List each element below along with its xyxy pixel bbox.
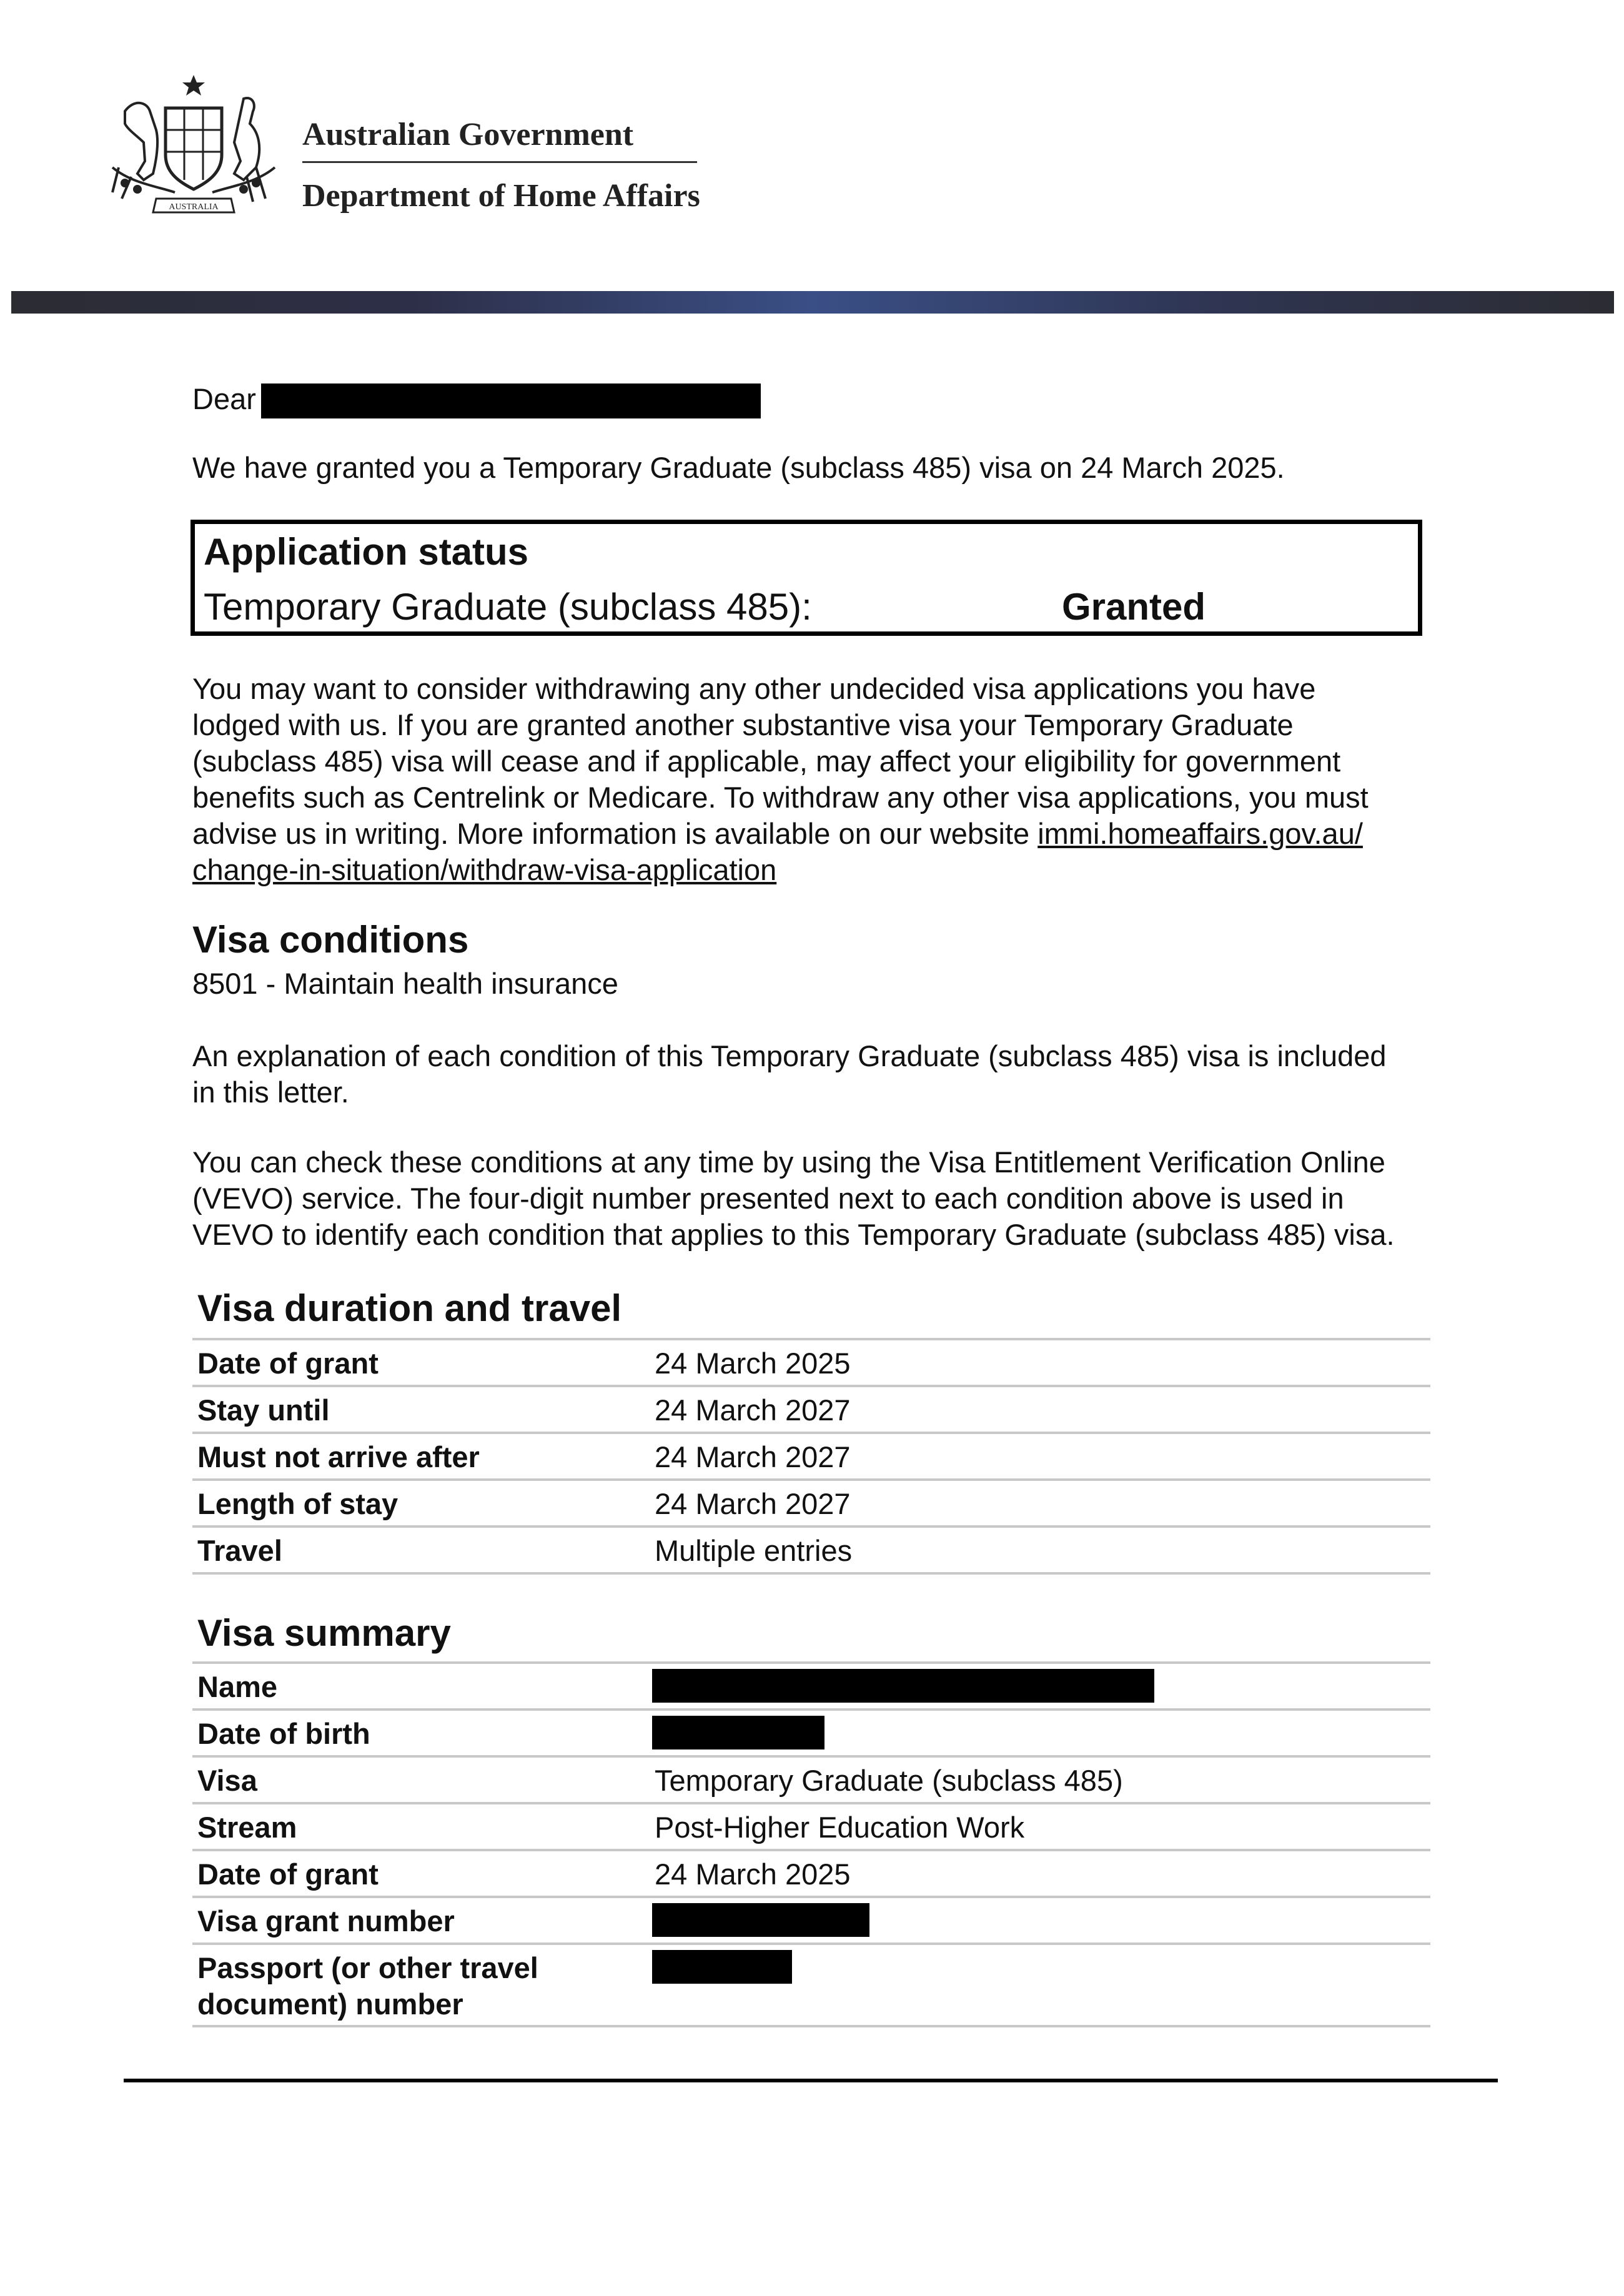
- paragraph-line: [192, 816, 1442, 852]
- status-value: Granted: [1062, 586, 1206, 628]
- row-label: Date of grant: [197, 1347, 379, 1380]
- table-row: [192, 1755, 1430, 1802]
- status-title: Application status: [204, 531, 529, 573]
- table-row: [192, 1849, 1430, 1896]
- table-row: [192, 1942, 1430, 2027]
- row-label: Visa grant number: [197, 1904, 455, 1937]
- paragraph-line: VEVO to identify each condition that applies to this Temporary Graduate (subclass 485) visa.: [192, 1218, 1395, 1251]
- commonwealth-coat-of-arms-icon: [100, 74, 281, 220]
- table-row: [192, 1661, 1430, 1708]
- table-row: [192, 1338, 1430, 1385]
- table-row: [192, 1478, 1430, 1525]
- row-value: Temporary Graduate (subclass 485): [655, 1764, 1123, 1797]
- paragraph-line: in this letter.: [192, 1076, 349, 1109]
- application-status-box: [191, 520, 1422, 636]
- paragraph-line: lodged with us. If you are granted another substantive visa your Temporary Graduate: [192, 708, 1294, 741]
- recipient-name-redaction: [261, 383, 761, 418]
- row-label: Date of grant: [197, 1858, 379, 1891]
- footer-divider: [124, 2079, 1498, 2082]
- header-divider: [302, 161, 697, 163]
- name-redaction: [652, 1669, 1154, 1703]
- row-value: 24 March 2027: [655, 1487, 851, 1520]
- row-value: Post-Higher Education Work: [655, 1811, 1025, 1844]
- withdraw-link-part1[interactable]: immi.homeaffairs.gov.au/: [1037, 817, 1363, 850]
- row-value: 24 March 2027: [655, 1393, 851, 1427]
- passport-number-redaction: [652, 1950, 792, 1984]
- paragraph-line: (subclass 485) visa will cease and if applicable, may affect your eligibility for government: [192, 745, 1341, 778]
- government-name: Australian Government: [302, 117, 634, 152]
- visa-summary-heading: Visa summary: [197, 1612, 451, 1654]
- table-row: [192, 1385, 1430, 1432]
- condition-item: 8501 - Maintain health insurance: [192, 967, 618, 1000]
- salutation: Dear: [192, 382, 256, 415]
- row-label: Date of birth: [197, 1717, 370, 1750]
- row-value: 24 March 2025: [655, 1858, 851, 1891]
- conditions-explanation: [192, 1038, 1442, 1111]
- row-value: Multiple entries: [655, 1534, 853, 1567]
- department-name: Department of Home Affairs: [302, 178, 700, 214]
- row-label: Name: [197, 1670, 278, 1703]
- paragraph-line: You can check these conditions at any time by using the Visa Entitlement Verification Online: [192, 1146, 1385, 1179]
- crest-scroll-text: AUSTRALIA: [169, 202, 219, 212]
- withdraw-link-part2[interactable]: change-in-situation/withdraw-visa-application: [192, 853, 777, 886]
- paragraph-line: You may want to consider withdrawing any other undecided visa applications you have: [192, 672, 1316, 705]
- table-row: [192, 1525, 1430, 1575]
- table-row: [192, 1432, 1430, 1478]
- row-value: 24 March 2027: [655, 1440, 851, 1473]
- paragraph-text: advise us in writing. More information is available on our website: [192, 817, 1038, 850]
- letterhead: [0, 0, 1624, 312]
- row-label: Stay until: [197, 1393, 330, 1427]
- paragraph-line: An explanation of each condition of this Temporary Graduate (subclass 485) visa is included: [192, 1039, 1387, 1072]
- header-banner: [11, 291, 1614, 314]
- status-visa-label: Temporary Graduate (subclass 485):: [204, 586, 812, 628]
- paragraph-line: (VEVO) service. The four-digit number presented next to each condition above is used in: [192, 1182, 1344, 1215]
- date-of-birth-redaction: [652, 1716, 824, 1749]
- grant-number-redaction: [652, 1903, 869, 1937]
- visa-summary-table: [192, 1661, 1430, 2027]
- table-row: [192, 1708, 1430, 1755]
- row-label: Must not arrive after: [197, 1440, 480, 1473]
- table-row: [192, 1802, 1430, 1849]
- visa-duration-table: [192, 1338, 1430, 1575]
- row-value: 24 March 2025: [655, 1347, 851, 1380]
- visa-conditions-heading: Visa conditions: [192, 919, 469, 961]
- paragraph-line: benefits such as Centrelink or Medicare. To withdraw any other visa applications, you must: [192, 781, 1369, 814]
- table-row: [192, 1896, 1430, 1942]
- row-label: Visa: [197, 1764, 257, 1797]
- row-label: Length of stay: [197, 1487, 399, 1520]
- row-label: Travel: [197, 1534, 282, 1567]
- vevo-paragraph: [192, 1144, 1442, 1253]
- withdraw-paragraph: [192, 671, 1442, 888]
- grant-sentence: We have granted you a Temporary Graduate (subclass 485) visa on 24 March 2025.: [192, 451, 1285, 484]
- row-label: Stream: [197, 1811, 297, 1844]
- row-label: Passport (or other travel document) number: [197, 1951, 538, 2021]
- visa-duration-heading: Visa duration and travel: [197, 1287, 622, 1329]
